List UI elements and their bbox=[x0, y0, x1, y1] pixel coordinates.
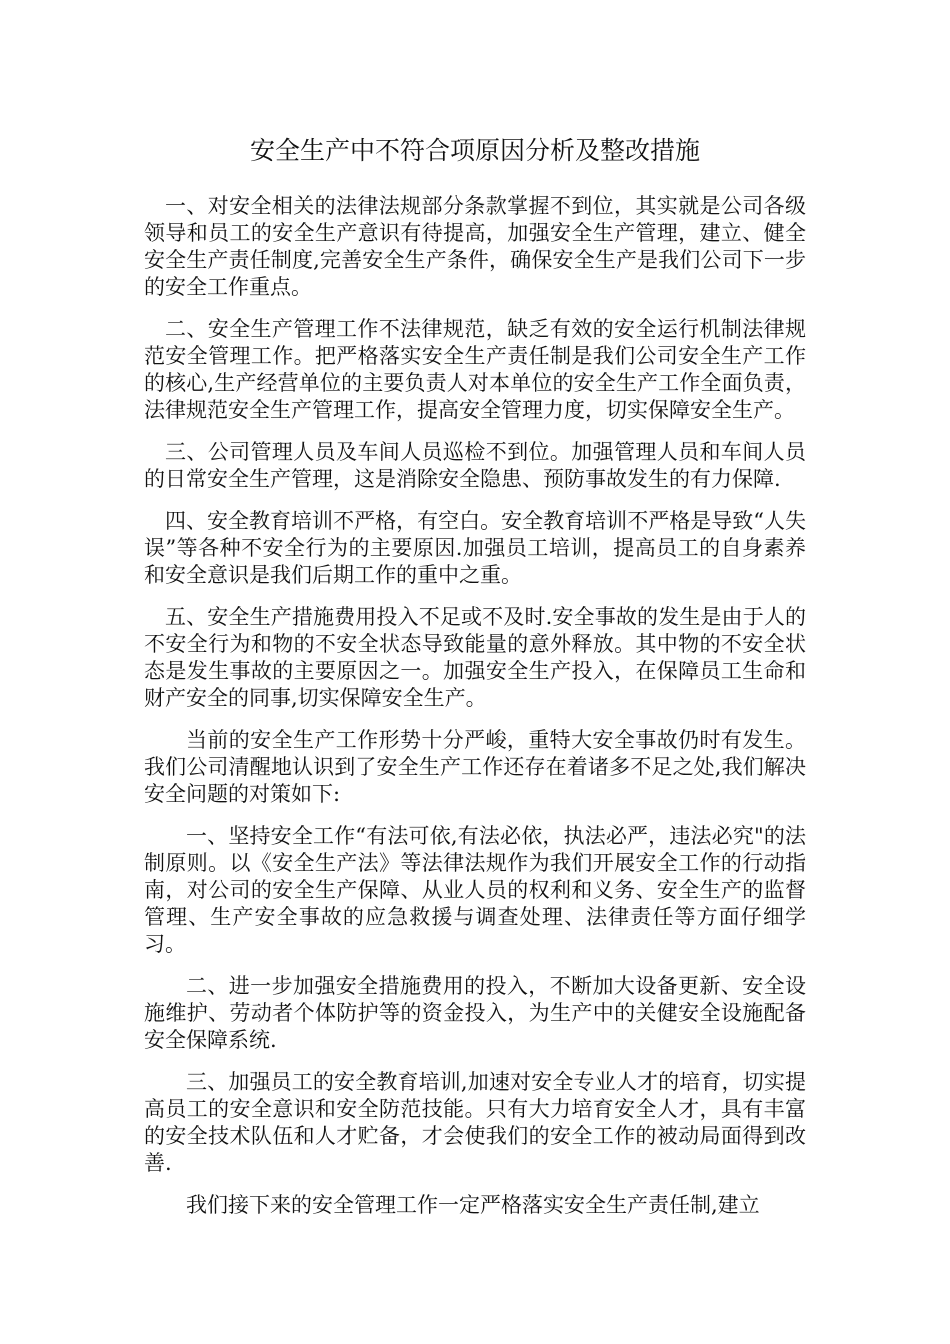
paragraph-9: 三、加强员工的安全教育培训,加速对安全专业人才的培育，切实提高员工的安全意识和安全防范技能。只有大力培育安全人才，具有丰富的安全技术队伍和人才贮备，才会使我们的安全工作的被动局面得到改善. bbox=[144, 1070, 806, 1175]
paragraph-10: 我们接下来的安全管理工作一定严格落实安全生产责任制,建立 bbox=[186, 1193, 760, 1217]
paragraph-6: 当前的安全生产工作形势十分严峻，重特大安全事故仍时有发生。我们公司清醒地认识到了安全生产工作还存在着诸多不足之处,我们解决安全问题的对策如下: bbox=[144, 728, 806, 806]
paragraph-2: 二、安全生产管理工作不法律规范，缺乏有效的安全运行机制法律规范安全管理工作。把严格落实安全生产责任制是我们公司安全生产工作的核心,生产经营单位的主要负责人对本单位的安全生产工作全面负责，法律规范安全生产管理工作，提高安全管理力度，切实保障安全生产。 bbox=[144, 317, 806, 422]
paragraph-3: 三、公司管理人员及车间人员巡检不到位。加强管理人员和车间人员的日常安全生产管理，这是消除安全隐患、预防事故发生的有力保障. bbox=[144, 440, 806, 491]
document-title: 安全生产中不符合项原因分析及整改措施 bbox=[249, 136, 700, 165]
paragraph-1: 一、对安全相关的法律法规部分条款掌握不到位，其实就是公司各级领导和员工的安全生产意识有待提高，加强安全生产管理，建立、健全安全生产责任制度,完善安全生产条件，确保安全生产是我们公司下一步的安全工作重点。 bbox=[144, 194, 806, 299]
paragraph-7: 一、坚持安全工作“有法可依,有法必依，执法必严，违法必究"的法制原则。以《安全生产法》等法律法规作为我们开展安全工作的行动指南，对公司的安全生产保障、从业人员的权利和义务、安全生产的监督管理、生产安全事故的应急救援与调查处理、法律责任等方面仔细学习。 bbox=[144, 824, 806, 956]
document-body bbox=[144, 193, 806, 1234]
paragraph-5: 五、安全生产措施费用投入不足或不及时.安全事故的发生是由于人的不安全行为和物的不安全状态导致能量的意外释放。其中物的不安全状态是发生事故的主要原因之一。加强安全生产投入，在保障员工生命和财产安全的同事,切实保障安全生产。 bbox=[144, 605, 806, 710]
paragraph-8: 二、进一步加强安全措施费用的投入，不断加大设备更新、安全设施维护、劳动者个体防护等的资金投入，为生产中的关健安全设施配备安全保障系统. bbox=[144, 974, 806, 1052]
paragraph-4: 四、安全教育培训不严格，有空白。安全教育培训不严格是导致“人失误”等各种不安全行为的主要原因.加强员工培训，提高员工的自身素养和安全意识是我们后期工作的重中之重。 bbox=[144, 509, 806, 587]
